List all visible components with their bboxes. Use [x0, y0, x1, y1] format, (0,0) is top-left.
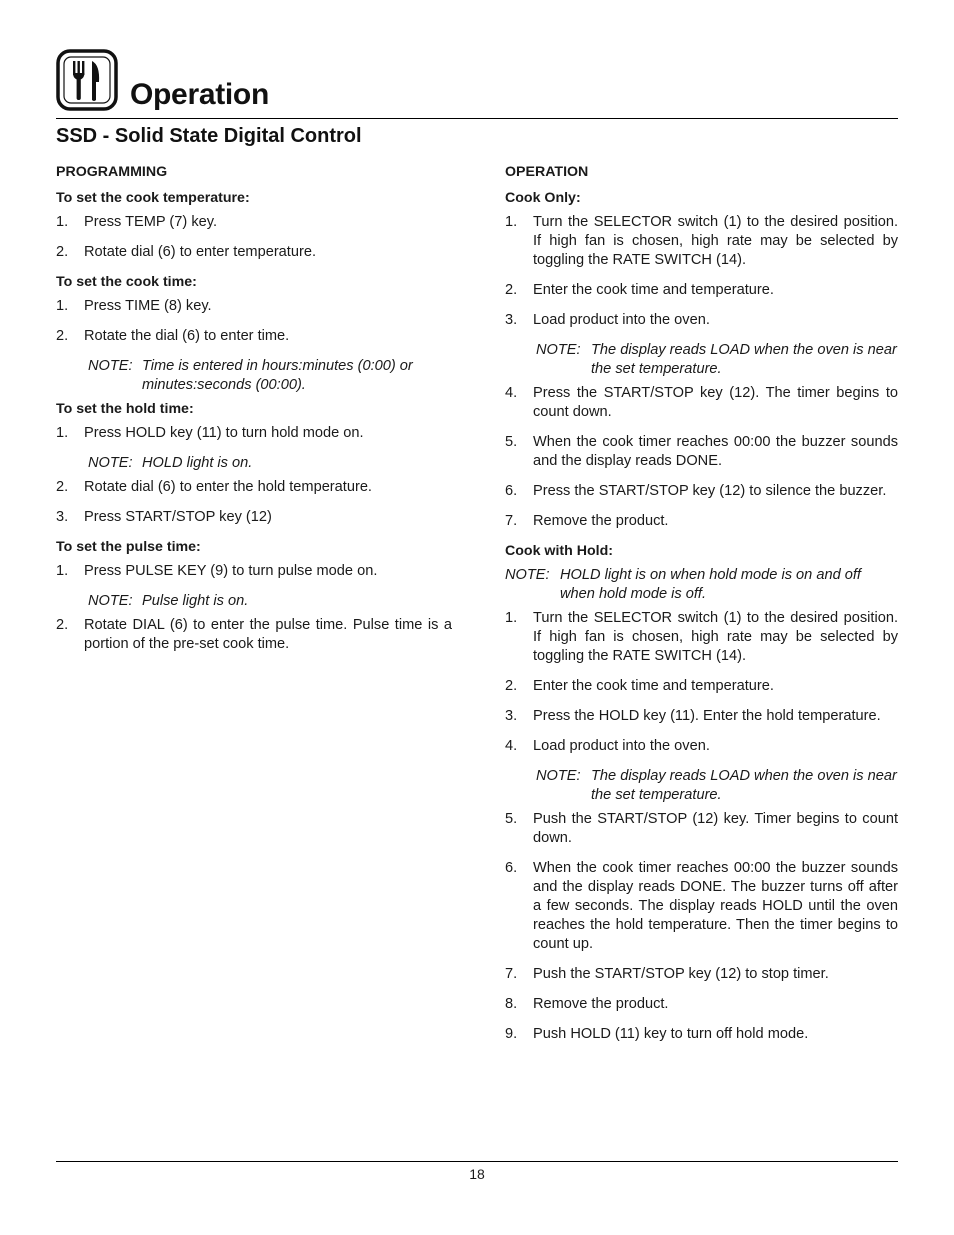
step-number: 3. [56, 509, 69, 525]
step-text: Press the START/STOP key (12). The timer begins to count down. [533, 385, 898, 420]
step-number: 2. [505, 282, 518, 298]
list-item [56, 327, 452, 346]
note-text: HOLD light is on when hold mode is on and off when hold mode is off. [560, 567, 861, 602]
list-item [56, 478, 452, 497]
hold-light-note [505, 566, 898, 604]
note-label: NOTE: [505, 567, 550, 583]
step-number: 2. [56, 244, 69, 260]
utensils-icon [56, 49, 118, 111]
list-item [505, 433, 898, 471]
step-text: Push the START/STOP key (12) to stop timer. [533, 966, 829, 982]
step-number: 2. [56, 617, 69, 633]
cook-only-heading: Cook Only: [505, 190, 581, 206]
list-item [505, 281, 898, 300]
set-temp-heading: To set the cook temperature: [56, 190, 250, 206]
note-text: Pulse light is on. [142, 593, 249, 609]
step-number: 8. [505, 996, 518, 1012]
list-item [505, 965, 898, 984]
step-number: 2. [505, 678, 518, 694]
step-number: 9. [505, 1026, 518, 1042]
list-item [505, 810, 898, 848]
step-number: 5. [505, 811, 518, 827]
list-item [505, 384, 898, 422]
step-text: Enter the cook time and temperature. [533, 282, 774, 298]
note-text: HOLD light is on. [142, 455, 253, 471]
page-title: Operation [130, 78, 269, 111]
step-number: 1. [56, 425, 69, 441]
hold-note [88, 454, 452, 473]
step-text: Load product into the oven. [533, 738, 710, 754]
operation-heading: OPERATION [505, 164, 589, 180]
step-number: 1. [56, 214, 69, 230]
step-text: Turn the SELECTOR switch (1) to the desired position. If high fan is chosen, high rate may be selected by toggling the RATE SWITCH (14). [533, 214, 898, 268]
programming-column [56, 163, 452, 654]
step-text: Press START/STOP key (12) [84, 509, 272, 525]
list-item [56, 297, 452, 316]
step-text: Press HOLD key (11) to turn hold mode on. [84, 425, 364, 441]
set-hold-heading: To set the hold time: [56, 401, 194, 417]
step-text: Turn the SELECTOR switch (1) to the desired position. If high fan is chosen, high rate may be selected by toggling the RATE SWITCH (14). [533, 610, 898, 664]
programming-heading: PROGRAMMING [56, 164, 168, 180]
page-number: 18 [469, 1166, 485, 1182]
step-number: 1. [505, 214, 518, 230]
step-text: Press PULSE KEY (9) to turn pulse mode on. [84, 563, 378, 579]
note-label: NOTE: [536, 768, 581, 784]
step-number: 2. [56, 479, 69, 495]
note-label: NOTE: [88, 358, 133, 374]
time-note [88, 357, 452, 395]
step-number: 4. [505, 738, 518, 754]
step-text: When the cook timer reaches 00:00 the buzzer sounds and the display reads DONE. [533, 434, 898, 469]
step-number: 4. [505, 385, 518, 401]
set-time-heading: To set the cook time: [56, 274, 197, 290]
section-title: SSD - Solid State Digital Control [56, 125, 362, 147]
note-label: NOTE: [88, 455, 133, 471]
step-text: Rotate dial (6) to enter temperature. [84, 244, 316, 260]
set-pulse-heading: To set the pulse time: [56, 539, 201, 555]
pulse-note [88, 592, 452, 611]
list-item [56, 616, 452, 654]
operation-column [505, 163, 898, 1044]
step-number: 3. [505, 708, 518, 724]
note-label: NOTE: [536, 342, 581, 358]
note-label: NOTE: [88, 593, 133, 609]
step-text: Press TEMP (7) key. [84, 214, 217, 230]
note-text: Time is entered in hours:minutes (0:00) or minutes:seconds (00:00). [142, 358, 413, 393]
list-item [505, 1025, 898, 1044]
list-item [56, 243, 452, 262]
list-item [56, 508, 452, 527]
list-item [505, 707, 898, 726]
step-number: 1. [505, 610, 518, 626]
step-number: 1. [56, 298, 69, 314]
step-number: 7. [505, 513, 518, 529]
step-number: 1. [56, 563, 69, 579]
step-text: Press the HOLD key (11). Enter the hold temperature. [533, 708, 881, 724]
step-number: 6. [505, 483, 518, 499]
list-item [505, 609, 898, 666]
list-item [56, 424, 452, 443]
list-item [505, 311, 898, 330]
list-item [505, 859, 898, 954]
cook-with-hold-heading: Cook with Hold: [505, 543, 613, 559]
list-item [505, 677, 898, 696]
load-note [536, 341, 898, 379]
step-text: Press TIME (8) key. [84, 298, 212, 314]
step-text: Remove the product. [533, 513, 669, 529]
step-number: 3. [505, 312, 518, 328]
step-text: Remove the product. [533, 996, 669, 1012]
list-item [505, 995, 898, 1014]
list-item [56, 213, 452, 232]
list-item [505, 213, 898, 270]
header-divider [56, 118, 898, 119]
step-number: 5. [505, 434, 518, 450]
list-item [505, 512, 898, 531]
list-item [505, 737, 898, 756]
step-text: When the cook timer reaches 00:00 the buzzer sounds and the display reads DONE. The buzzer turns off after a few seconds. The display reads HOLD until the oven reaches the hold temperature. Then the timer begins to count up. [533, 860, 898, 952]
list-item [56, 562, 452, 581]
step-number: 7. [505, 966, 518, 982]
step-text: Rotate dial (6) to enter the hold temperature. [84, 479, 372, 495]
list-item [505, 482, 898, 501]
footer-divider [56, 1161, 898, 1162]
step-text: Enter the cook time and temperature. [533, 678, 774, 694]
step-text: Rotate DIAL (6) to enter the pulse time. Pulse time is a portion of the pre-set cook time. [84, 617, 452, 652]
note-text: The display reads LOAD when the oven is near the set temperature. [591, 768, 897, 803]
step-number: 6. [505, 860, 518, 876]
step-text: Push HOLD (11) key to turn off hold mode. [533, 1026, 809, 1042]
step-text: Push the START/STOP (12) key. Timer begins to count down. [533, 811, 898, 846]
step-text: Press the START/STOP key (12) to silence the buzzer. [533, 483, 887, 499]
step-text: Load product into the oven. [533, 312, 710, 328]
step-number: 2. [56, 328, 69, 344]
load-note [536, 767, 898, 805]
note-text: The display reads LOAD when the oven is near the set temperature. [591, 342, 897, 377]
step-text: Rotate the dial (6) to enter time. [84, 328, 290, 344]
